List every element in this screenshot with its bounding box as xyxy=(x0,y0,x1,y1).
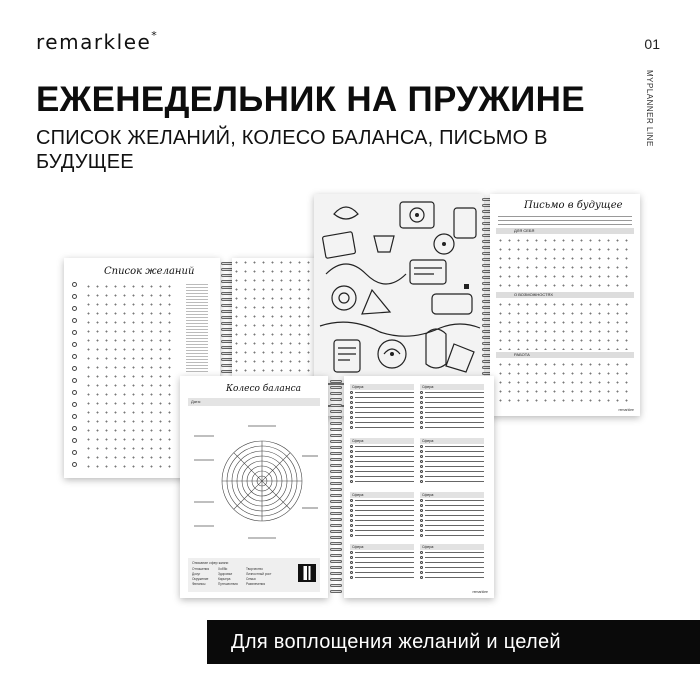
plan-rule xyxy=(355,471,414,472)
plan-checkbox xyxy=(420,460,423,463)
plan-rule xyxy=(355,557,414,558)
plan-checkbox xyxy=(420,465,423,468)
letter-section-self: ДЛЯ СЕБЯ xyxy=(496,228,634,234)
spiral-ring xyxy=(330,428,342,431)
dot-grid xyxy=(496,236,634,288)
spiral-ring xyxy=(330,548,342,551)
spiral-ring xyxy=(330,380,342,383)
spiral-ring xyxy=(330,458,342,461)
plan-checkbox xyxy=(350,504,353,507)
plan-block-label: Сфера: xyxy=(420,492,484,498)
plan-rule xyxy=(425,535,484,536)
footer-banner xyxy=(207,620,700,664)
plan-rule xyxy=(355,422,414,423)
plan-rule xyxy=(425,461,484,462)
spiral-ring xyxy=(330,578,342,581)
plan-checkbox xyxy=(350,460,353,463)
plan-block xyxy=(420,384,484,430)
plan-block-label: Сфера: xyxy=(350,438,414,444)
plan-block xyxy=(350,384,414,430)
plan-rule xyxy=(425,466,484,467)
page-subtitle: СПИСОК ЖЕЛАНИЙ, КОЛЕСО БАЛАНСА, ПИСЬМО В БУДУЩЕЕ xyxy=(36,127,548,173)
page-title: ЕЖЕНЕДЕЛЬНИК НА ПРУЖИНЕ xyxy=(36,80,585,119)
plan-rule xyxy=(355,510,414,511)
wheel-title: Колесо баланса xyxy=(226,384,302,394)
plan-checkbox xyxy=(420,411,423,414)
plan-rule xyxy=(355,417,414,418)
mini-brand-logo: remarklee xyxy=(618,408,634,412)
plan-rule xyxy=(425,422,484,423)
plan-rule xyxy=(355,577,414,578)
letter-to-future-page xyxy=(490,194,640,416)
plan-rule xyxy=(425,530,484,531)
plan-checkbox xyxy=(420,455,423,458)
plan-rule xyxy=(355,481,414,482)
plan-checkbox xyxy=(350,524,353,527)
plan-rule xyxy=(425,451,484,452)
plan-checkbox xyxy=(350,514,353,517)
page-number: 01 xyxy=(644,36,660,52)
plan-checkbox xyxy=(350,566,353,569)
wish-checkbox xyxy=(72,438,77,443)
balance-wheel-diagram xyxy=(190,416,320,546)
plan-checkbox xyxy=(350,556,353,559)
wish-checkbox xyxy=(72,450,77,455)
spiral-ring xyxy=(330,566,342,569)
wish-checkbox xyxy=(72,330,77,335)
plan-rule xyxy=(425,427,484,428)
spiral-ring xyxy=(330,560,342,563)
legend-item: Творчество xyxy=(246,567,263,571)
plan-rule xyxy=(425,525,484,526)
wish-checkbox xyxy=(72,366,77,371)
plan-rule xyxy=(355,535,414,536)
dot-grid xyxy=(84,282,174,472)
legend-title: Описание сфер жизни xyxy=(192,561,229,565)
legend-item: Личностный рост xyxy=(246,572,272,576)
legend-item: Отношения xyxy=(192,567,210,571)
plan-checkbox xyxy=(420,421,423,424)
plan-checkbox xyxy=(420,416,423,419)
plan-checkbox xyxy=(420,475,423,478)
spiral-ring xyxy=(330,416,342,419)
spiral-ring xyxy=(330,434,342,437)
wish-checkbox xyxy=(72,462,77,467)
spiral-ring xyxy=(330,506,342,509)
plan-checkbox xyxy=(350,391,353,394)
plan-checkbox xyxy=(350,396,353,399)
plan-checkbox xyxy=(350,480,353,483)
plan-checkbox xyxy=(350,534,353,537)
plan-rule xyxy=(355,567,414,568)
plan-block xyxy=(350,544,414,580)
legend-item: Карьера xyxy=(218,577,231,581)
plan-checkbox xyxy=(420,529,423,532)
wish-checkbox xyxy=(72,342,77,347)
plan-rule xyxy=(355,520,414,521)
plan-rule xyxy=(355,397,414,398)
plan-checkbox xyxy=(350,509,353,512)
plan-rule xyxy=(425,562,484,563)
plan-checkbox xyxy=(420,509,423,512)
plan-checkbox xyxy=(350,411,353,414)
wish-checkbox xyxy=(72,402,77,407)
plan-checkbox xyxy=(420,519,423,522)
plan-checkbox xyxy=(350,571,353,574)
plan-rule xyxy=(425,471,484,472)
plan-rule xyxy=(355,446,414,447)
spiral-binding xyxy=(330,380,342,596)
plan-checkbox xyxy=(350,450,353,453)
wish-checkbox xyxy=(72,390,77,395)
spiral-ring xyxy=(330,392,342,395)
line-label: MYPLANNER LINE xyxy=(645,70,654,147)
dot-grid xyxy=(496,300,634,350)
plan-line xyxy=(350,479,414,484)
spiral-ring xyxy=(330,386,342,389)
spiral-ring xyxy=(330,410,342,413)
plan-rule xyxy=(355,466,414,467)
plan-checkbox xyxy=(420,480,423,483)
plan-checkbox xyxy=(420,514,423,517)
wish-checkbox xyxy=(72,294,77,299)
plan-rule xyxy=(355,461,414,462)
plan-rule xyxy=(355,392,414,393)
plan-checkbox xyxy=(420,566,423,569)
spiral-ring xyxy=(330,452,342,455)
spiral-ring xyxy=(330,464,342,467)
plan-line xyxy=(420,425,484,430)
plan-checkbox xyxy=(350,416,353,419)
plan-line xyxy=(350,425,414,430)
plan-rule xyxy=(355,427,414,428)
letter-section-opportunities: О ВОЗМОЖНОСТЯХ xyxy=(496,292,634,298)
wish-checkbox xyxy=(72,378,77,383)
spiral-ring xyxy=(330,536,342,539)
plan-block-label: Сфера: xyxy=(420,544,484,550)
plan-rule xyxy=(425,552,484,553)
spiral-ring xyxy=(330,572,342,575)
life-areas-plan-page xyxy=(344,376,494,598)
plan-checkbox xyxy=(350,470,353,473)
plan-checkbox xyxy=(420,556,423,559)
plan-rule xyxy=(425,402,484,403)
plan-rule xyxy=(355,407,414,408)
letter-section-work: РАБОТА xyxy=(496,352,634,358)
plan-rule xyxy=(355,552,414,553)
legend-item: Семья xyxy=(246,577,256,581)
plan-rule xyxy=(355,451,414,452)
plan-checkbox xyxy=(420,396,423,399)
plan-checkbox xyxy=(420,401,423,404)
plan-block-label: Сфера: xyxy=(350,544,414,550)
spiral-ring xyxy=(330,518,342,521)
plan-checkbox xyxy=(350,406,353,409)
plan-checkbox xyxy=(420,426,423,429)
plan-block xyxy=(420,492,484,538)
plan-checkbox xyxy=(420,406,423,409)
wish-checkbox xyxy=(72,306,77,311)
plan-checkbox xyxy=(350,499,353,502)
plan-rule xyxy=(425,577,484,578)
plan-checkbox xyxy=(350,519,353,522)
intro-text-lines xyxy=(498,216,632,226)
plan-checkbox xyxy=(420,450,423,453)
plan-checkbox xyxy=(350,529,353,532)
mini-brand-logo: remarklee xyxy=(472,590,488,594)
spiral-ring xyxy=(330,440,342,443)
plan-rule xyxy=(425,476,484,477)
spiral-ring xyxy=(330,422,342,425)
plan-block-label: Сфера: xyxy=(350,384,414,390)
spiral-ring xyxy=(330,590,342,593)
spiral-ring xyxy=(330,494,342,497)
wish-checkbox xyxy=(72,318,77,323)
legend-item: Окружение xyxy=(192,577,209,581)
wish-list-title: Список желаний xyxy=(104,266,195,277)
plan-rule xyxy=(425,397,484,398)
wish-checkbox xyxy=(72,282,77,287)
plan-rule xyxy=(425,515,484,516)
brand-logo: remarklee* xyxy=(36,29,159,54)
plan-block-label: Сфера: xyxy=(420,438,484,444)
spiral-ring xyxy=(330,488,342,491)
spiral-ring xyxy=(330,446,342,449)
plan-rule xyxy=(425,481,484,482)
plan-checkbox xyxy=(420,470,423,473)
plan-rule xyxy=(425,505,484,506)
plan-rule xyxy=(355,476,414,477)
plan-rule xyxy=(355,530,414,531)
plan-line xyxy=(420,479,484,484)
plan-rule xyxy=(355,562,414,563)
dot-grid xyxy=(496,360,634,404)
plan-checkbox xyxy=(420,571,423,574)
spiral-ring xyxy=(330,584,342,587)
spiral-ring xyxy=(330,530,342,533)
plan-checkbox xyxy=(350,475,353,478)
plan-line xyxy=(420,533,484,538)
plan-checkbox xyxy=(350,401,353,404)
plan-checkbox xyxy=(350,426,353,429)
plan-rule xyxy=(425,392,484,393)
plan-checkbox xyxy=(420,576,423,579)
spiral-ring xyxy=(330,470,342,473)
legend-item: Хобби xyxy=(218,567,228,571)
legend-item: Досуг xyxy=(192,572,201,576)
qr-code xyxy=(298,564,316,582)
spiral-ring xyxy=(330,554,342,557)
spiral-ring xyxy=(330,398,342,401)
balance-wheel-page xyxy=(180,376,328,598)
plan-block xyxy=(420,544,484,580)
plan-rule xyxy=(355,572,414,573)
plan-checkbox xyxy=(420,551,423,554)
plan-rule xyxy=(425,572,484,573)
plan-checkbox xyxy=(420,534,423,537)
date-field: Дата: xyxy=(188,398,320,406)
plan-checkbox xyxy=(420,504,423,507)
plan-block xyxy=(350,438,414,484)
plan-rule xyxy=(425,510,484,511)
plan-rule xyxy=(355,505,414,506)
plan-block-label: Сфера: xyxy=(350,492,414,498)
spiral-ring xyxy=(330,542,342,545)
plan-block xyxy=(420,438,484,484)
legend-item: Развлечения xyxy=(246,582,266,586)
legend-item: Финансы xyxy=(192,582,206,586)
plan-checkbox xyxy=(420,445,423,448)
plan-rule xyxy=(425,520,484,521)
plan-rule xyxy=(425,407,484,408)
wish-checkbox xyxy=(72,414,77,419)
plan-rule xyxy=(425,567,484,568)
plan-block xyxy=(350,492,414,538)
plan-checkbox xyxy=(420,391,423,394)
plan-rule xyxy=(355,456,414,457)
plan-block-label: Сфера: xyxy=(420,384,484,390)
plan-line xyxy=(350,533,414,538)
wish-checkbox xyxy=(72,426,77,431)
spiral-ring xyxy=(330,512,342,515)
plan-checkbox xyxy=(350,551,353,554)
plan-checkbox xyxy=(350,465,353,468)
plan-checkbox xyxy=(350,455,353,458)
wish-checkbox xyxy=(72,354,77,359)
plan-rule xyxy=(355,412,414,413)
plan-rule xyxy=(355,500,414,501)
plan-rule xyxy=(355,402,414,403)
letter-title: Письмо в будущее xyxy=(524,200,623,211)
plan-rule xyxy=(425,417,484,418)
plan-rule xyxy=(425,557,484,558)
plan-checkbox xyxy=(350,561,353,564)
plan-rule xyxy=(425,446,484,447)
wish-list-bullets xyxy=(72,282,80,474)
legend-item: Путешествия xyxy=(218,582,238,586)
legend-item: Здоровье xyxy=(218,572,233,576)
spiral-ring xyxy=(330,476,342,479)
plan-rule xyxy=(355,515,414,516)
plan-checkbox xyxy=(420,561,423,564)
plan-checkbox xyxy=(350,421,353,424)
plan-checkbox xyxy=(420,524,423,527)
plan-rule xyxy=(425,456,484,457)
footer-text: Для воплощения желаний и целей xyxy=(231,631,561,653)
plan-line xyxy=(420,575,484,580)
spiral-ring xyxy=(330,524,342,527)
plan-checkbox xyxy=(350,445,353,448)
spiral-ring xyxy=(330,482,342,485)
plan-rule xyxy=(355,525,414,526)
spiral-ring xyxy=(330,404,342,407)
plan-checkbox xyxy=(420,499,423,502)
plan-line xyxy=(350,575,414,580)
plan-rule xyxy=(425,412,484,413)
plan-checkbox xyxy=(350,576,353,579)
page-edge-stripe xyxy=(186,282,208,372)
spiral-ring xyxy=(330,500,342,503)
plan-rule xyxy=(425,500,484,501)
